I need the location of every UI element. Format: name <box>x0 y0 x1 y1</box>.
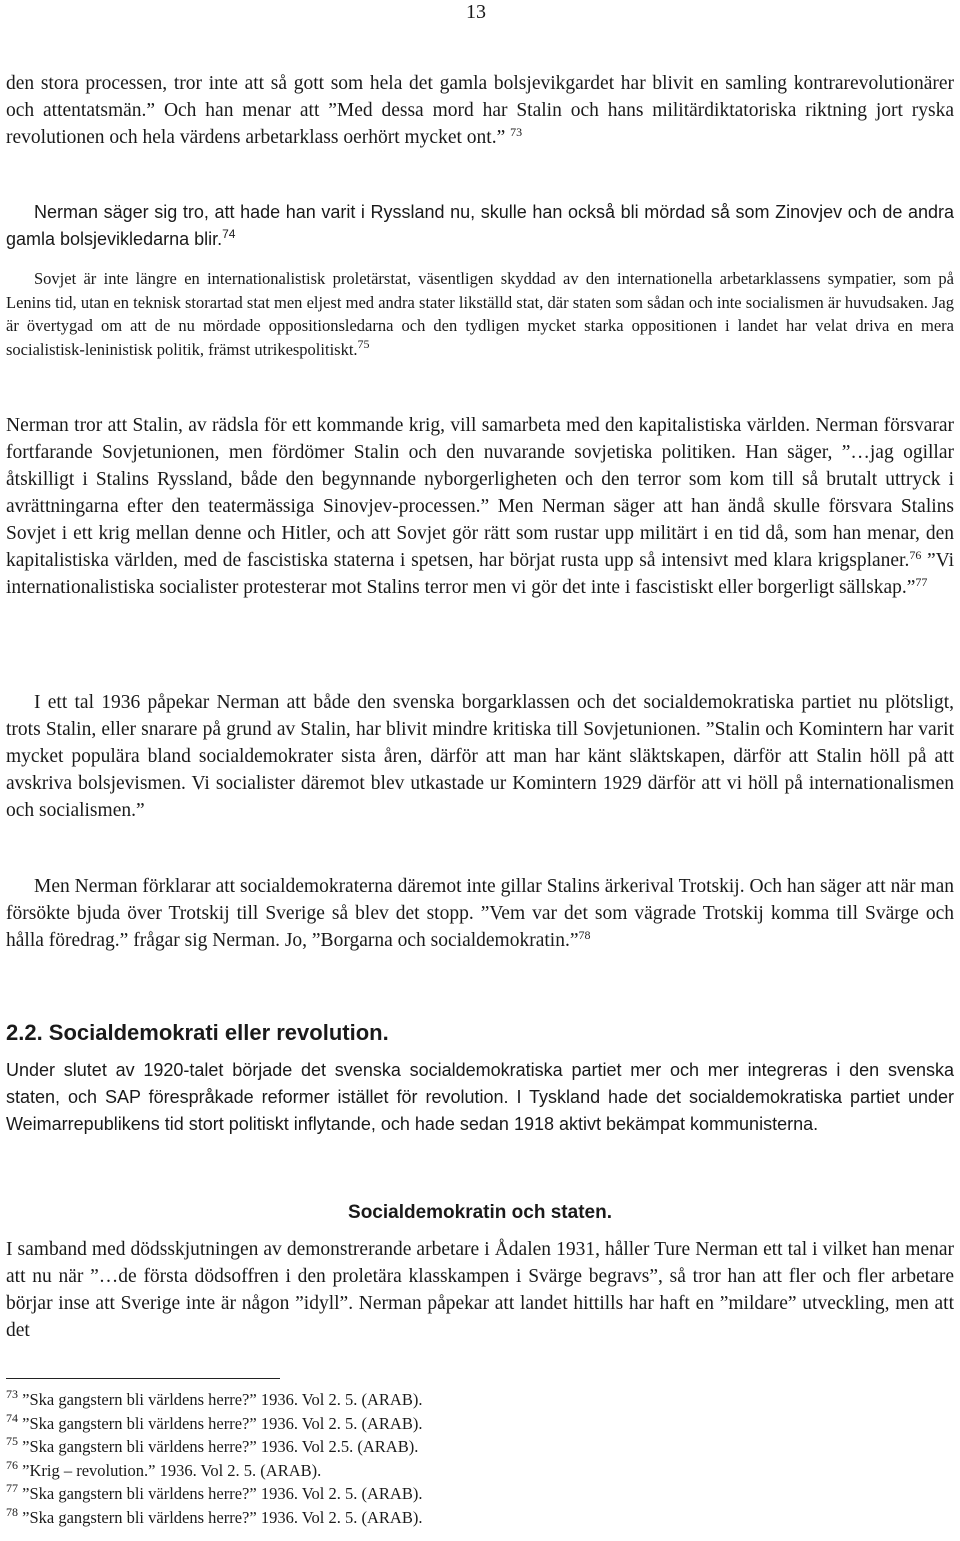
footnote-ref[interactable]: 75 <box>357 336 370 351</box>
block-quote-sovjet <box>6 267 954 361</box>
footnote-text: ”Ska gangstern bli världens herre?” 1936. Vol 2. 5. (ARAB). <box>22 1390 423 1409</box>
footnote-number: 77 <box>6 1481 18 1496</box>
footnote-text: ”Krig – revolution.” 1936. Vol 2. 5. (ARAB). <box>22 1460 322 1480</box>
paragraph-text: I samband med dödsskjutningen av demonstrerande arbetare i Ådalen 1931, håller Ture Nerman ett tal i vilket han menar att nu när ”…de första dödsoffren i den proletära klasskampen i Svärge begravs”, så tror han att fler och fler arbetare börjar inse att Sverige inte är någon ”idyll”. Nerman påpekar att landet hittills har haft en ”mildare” utveckling, men att det <box>6 1239 954 1341</box>
footnote-list <box>6 1388 954 1530</box>
footnote-item <box>6 1412 954 1436</box>
footnote-ref[interactable]: 76 <box>909 548 922 562</box>
footnote-number: 73 <box>6 1387 18 1401</box>
footnote-ref[interactable]: 78 <box>578 928 591 942</box>
footnote-number: 78 <box>6 1504 18 1519</box>
paragraph-text: den stora processen, tror inte att så gott som hela det gamla bolsjevikgardet har blivit en samling kontrarevolutionärer och attentatsmän.” Och han menar att ”Med dessa mord har Stalin och hans militärdiktatoriska riktning jort ryska revolutionen och hela värdens arbetarklass oerhört mycket ont.” <box>6 73 954 148</box>
paragraph-speech-1936 <box>6 689 954 824</box>
footnote-text: ”Ska gangstern bli världens herre?” 1936. Vol 2.5. (ARAB). <box>22 1437 419 1457</box>
footnote-number: 75 <box>6 1434 18 1449</box>
paragraph-text: ”Vi internationalistiska socialister protesterar mot Stalins terror men vi gör det inte i fascistiskt eller borgerligt sällskap.” <box>6 550 955 598</box>
footnote-text: ”Ska gangstern bli världens herre?” 1936. Vol 2. 5. (ARAB). <box>22 1484 423 1504</box>
page-number: 13 <box>466 1 486 23</box>
footnote-item <box>6 1388 954 1412</box>
paragraph-nerman-stalin-war <box>6 412 954 601</box>
subsection-heading: Socialdemokratin och staten. <box>348 1202 612 1223</box>
paragraph-nerman-russia <box>6 199 954 253</box>
footnote-number: 74 <box>6 1410 18 1425</box>
footnote-number: 76 <box>6 1457 18 1472</box>
section-heading: 2.2. Socialdemokrati eller revolution. <box>6 1020 389 1045</box>
paragraph-trotskij <box>6 873 954 954</box>
footnote-ref[interactable]: 73 <box>510 125 523 139</box>
footnote-ref[interactable]: 74 <box>222 227 236 241</box>
paragraph-text: I ett tal 1936 påpekar Nerman att både den svenska borgarklassen och det socialdemokratiska partiet nu plötsligt, trots Stalin, eller snarare på grund av Stalin, har blivit mindre kritiska till Sovjetunionen. ”Stalin och Komintern har varit mycket populära bland socialdemokrater sista åren, därför att man har känt släktskapen, därför att Stalin höll på att avskriva bolsjevismen. Vi socialister däremot blev utkastade ur Komintern 1929 därför att vi höll på internationalismen och socialismen.” <box>6 692 954 821</box>
footnote-item <box>6 1435 954 1459</box>
paragraph-text: Nerman säger sig tro, att hade han varit i Ryssland nu, skulle han också bli mördad så som Zinovjev och de andra gamla bolsjevikledarna blir. <box>6 202 954 249</box>
footnote-ref[interactable]: 77 <box>915 575 928 589</box>
paragraph-adalen <box>6 1236 954 1344</box>
footnote-item <box>6 1482 954 1506</box>
paragraph-text: Under slutet av 1920-talet började det svenska socialdemokratiska partiet mer och mer integreras i den svenska staten, och SAP förespråkade reformer istället för revolution. I Tyskland hade det socialdemokratiska partiet under Weimarrepublikens tid stort politiskt inflytande, och hade sedan 1918 aktivt bekämpat kommunisterna. <box>6 1060 954 1134</box>
footnote-item <box>6 1506 954 1530</box>
paragraph-1920s <box>6 1057 954 1138</box>
paragraph-text: Men Nerman förklarar att socialdemokraterna däremot inte gillar Stalins ärkerival Trotskij. Och han säger att när man försökte bjuda över Trotskij till Sverige så blev det stopp. ”Vem var det som vägrade Trotskij komma till Svärge och hålla föredrag.” frågar sig Nerman. Jo, ”Borgarna och socialdemokratin.” <box>6 876 954 951</box>
footnote-text: ”Ska gangstern bli världens herre?” 1936. Vol 2. 5. (ARAB). <box>22 1507 423 1527</box>
paragraph-quote-continuation <box>6 70 954 151</box>
footnote-text: ”Ska gangstern bli världens herre?” 1936. Vol 2. 5. (ARAB). <box>22 1413 423 1433</box>
paragraph-text: Nerman tror att Stalin, av rädsla för ett kommande krig, vill samarbeta med den kapitalistiska världen. Nerman försvarar fortfarande Sovjetunionen, men fördömer Stalin och den nuvarande sovjetiska politiken. Han säger, ”…jag ogillar åtskilligt i Stalins Ryssland, både den begynnande nyborgerligheten och den terror som kom till så brutalt uttryck i avrättningarna efter den teatermässiga Sinovjev-processen.” Men Nerman säger att han ändå skulle försvara Stalins Sovjet i ett krig mellan denne och Hitler, och att Sovjet gör rätt som rustar upp militärt i en tid då, som han menar, den kapitalistiska världen, med de fascistiska staterna i spetsen, har börjat rusta upp så intensivt med klara krigsplaner. <box>6 415 954 571</box>
footnote-separator <box>6 1378 280 1379</box>
quote-text: Sovjet är inte längre en internationalistisk proletärstat, väsentligen skyddad av den internationella arbetarklassens sympatier, som på Lenins tid, utan en teknisk storartad stat men eljest med andra stater likställd stat, där staten som sådan och inte socialismen är huvudsaken. Jag är övertygad om att de nu mördade oppositionsledarna och den tydligen mycket starka oppositionen i landet har velat driva en mera socialistisk-leninistisk politik, främst utrikespolitiskt. <box>6 269 954 359</box>
footnote-item <box>6 1459 954 1483</box>
